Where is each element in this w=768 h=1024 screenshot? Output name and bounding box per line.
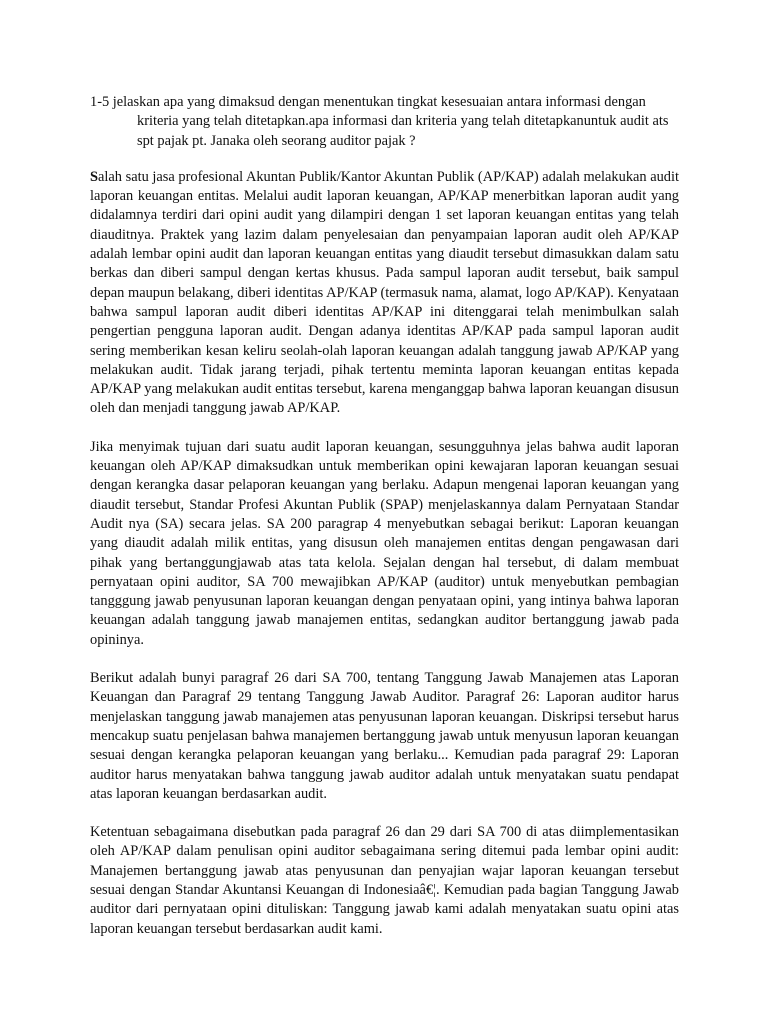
paragraph-1-body: alah satu jasa profesional Akuntan Publik/Kantor Akuntan Publik (AP/KAP) adalah melakukan audit laporan keuangan entitas. Melalui audit laporan keuangan, AP/KAP menerbitkan laporan audit yang didalamnya terdiri dari opini audit yang dilampiri dengan 1 set laporan keuangan entitas yang telah diauditnya. Praktek yang lazim dalam penyelesaian dan penyampaian laporan audit oleh AP/KAP adalah lembar opini audit dan laporan keuangan entitas yang diaudit tersebut dimasukkan dalam satu berkas dan diberi sampul dengan kertas khusus. Pada sampul laporan audit tersebut, baik sampul depan maupun belakang, diberi identitas AP/KAP (termasuk nama, alamat, logo AP/KAP). Kenyataan bahwa sampul laporan audit diberi identitas AP/KAP ini ditenggarai telah menimbulkan salah pengertian pengguna laporan audit. Dengan adanya identitas AP/KAP pada sampul laporan audit sering memberikan kesan keliru seolah-olah laporan keuangan adalah tanggung jawab AP/KAP yang melakukan audit. Tidak jarang terjadi, pihak tertentu meminta laporan keuangan entitas kepada AP/KAP yang melakukan audit entitas tersebut, karena menganggap bahwa laporan keuangan disusun oleh dan menjadi tanggung jawab AP/KAP. [90,168,679,417]
paragraph-3-body: Berikut adalah bunyi paragraf 26 dari SA 700, tentang Tanggung Jawab Manajemen atas Laporan Keuangan dan Paragraf 29 tentang Tanggung Jawab Auditor. Paragraf 26: Laporan auditor harus menjelaskan tanggung jawab manajemen atas penyusunan laporan keuangan. Diskripsi tersebut harus mencakup suatu penjelasan bahwa manajemen bertanggung jawab untuk menyusun laporan keuangan sesuai dengan kerangka pelaporan keuangan yang berlaku... Kemudian pada paragraf 29: Laporan auditor harus menyatakan bahwa tanggung jawab auditor adalah untuk menyatakan suatu pendapat atas laporan keuangan berdasarkan audit. [90,670,679,802]
document-page [90,93,679,958]
paragraph-4-body: Ketentuan sebagaimana disebutkan pada paragraf 26 dan 29 dari SA 700 di atas diimplementasikan oleh AP/KAP dalam penulisan opini auditor sebagaimana sering ditemui pada lembar opini audit: Manajemen bertanggung jawab atas penyusunan dan penyajian wajar laporan keuangan tersebut sesuai dengan Standar Akuntansi Keuangan di Indonesiaâ€¦. Kemudian pada bagian Tanggung Jawab auditor dari pernyataan opini dituliskan: Tanggung jawab kami adalah menyatakan suatu opini atas laporan keuangan tersebut berdasarkan audit kami. [90,824,679,937]
paragraph-3 [90,669,679,804]
paragraph-4 [90,823,679,939]
paragraph-1-initial: S [90,168,99,185]
paragraph-2 [90,438,679,650]
paragraph-1 [90,168,679,419]
question-text: 1-5 jelaskan apa yang dimaksud dengan menentukan tingkat kesesuaian antara informasi dengan kriteria yang telah ditetapkan.apa informasi dan kriteria yang telah ditetapkanuntuk audit ats spt pajak pt. Janaka oleh seorang auditor pajak ? [90,94,669,149]
paragraph-2-body: Jika menyimak tujuan dari suatu audit laporan keuangan, sesungguhnya jelas bahwa audit laporan keuangan oleh AP/KAP dimaksudkan untuk memberikan opini kewajaran laporan keuangan sesuai dengan kerangka dasar pelaporan keuangan yang berlaku. Adapun mengenai laporan keuangan yang diaudit tersebut, Standar Profesi Akuntan Publik (SPAP) menjelaskannya dalam Pernyataan Standar Audit nya (SA) secara jelas. SA 200 paragrap 4 menyebutkan sebagai berikut: Laporan keuangan yang diaudit adalah milik entitas, yang disusun oleh manajemen entitas dengan pengawasan dari pihak yang bertanggungjawab atas tata kelola. Sejalan dengan hal tersebut, di dalam membuat pernyataan opini auditor, SA 700 mewajibkan AP/KAP (auditor) untuk menyebutkan pembagian tangggung jawab penyusunan laporan keuangan dengan penyataan opini, yang intinya bahwa laporan keuangan adalah tanggung jawab manajemen entitas, sedangkan auditor bertanggung jawab pada opininya. [90,438,679,648]
